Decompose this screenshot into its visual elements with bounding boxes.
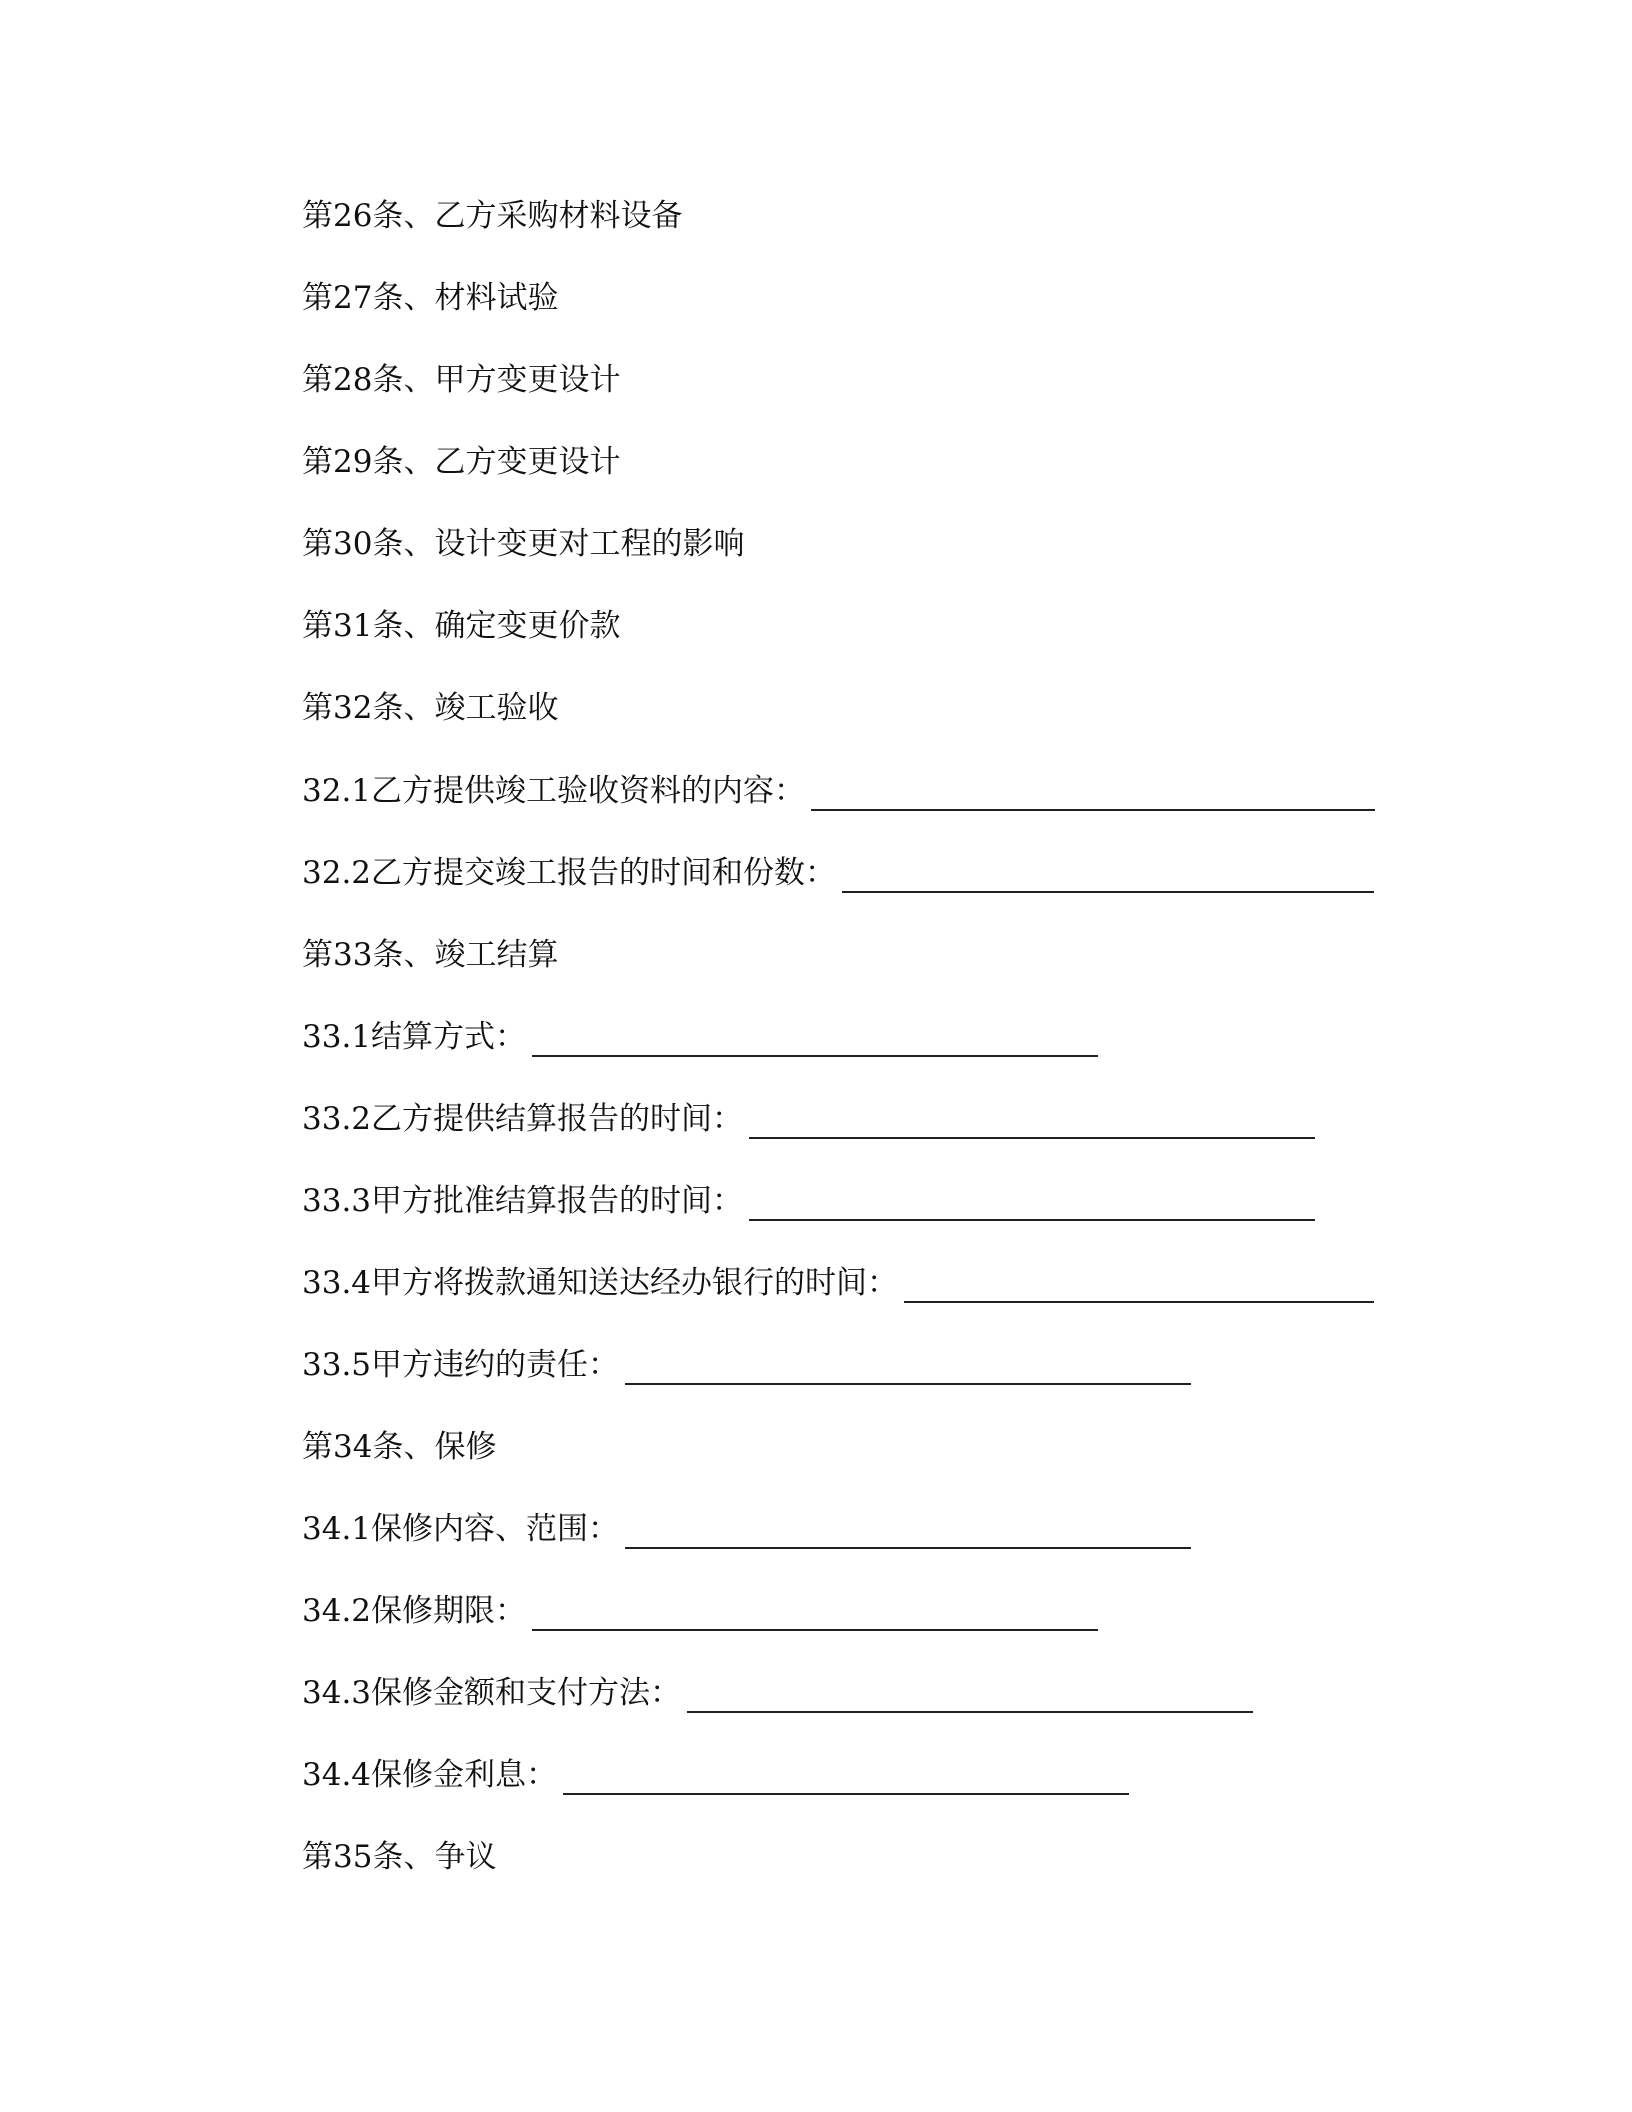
item-label: 34.4保修金利息： xyxy=(302,1757,558,1793)
item-33-4 xyxy=(302,1255,1374,1303)
item-34-4 xyxy=(302,1747,1129,1795)
fill-in-blank[interactable] xyxy=(749,1103,1315,1139)
fill-in-blank[interactable] xyxy=(532,1595,1098,1631)
clause-text: 第35条、争议 xyxy=(302,1839,497,1875)
clause-text: 第34条、保修 xyxy=(302,1429,497,1465)
item-33-3 xyxy=(302,1173,1315,1221)
item-34-1 xyxy=(302,1501,1191,1549)
clause-33-heading xyxy=(302,927,558,975)
fill-in-blank[interactable] xyxy=(625,1513,1191,1549)
clause-text: 第28条、甲方变更设计 xyxy=(302,362,621,398)
clause-30-heading xyxy=(302,516,744,564)
fill-in-blank[interactable] xyxy=(687,1677,1253,1713)
item-label: 33.5甲方违约的责任： xyxy=(302,1347,620,1383)
fill-in-blank[interactable] xyxy=(532,1021,1098,1057)
item-32-2 xyxy=(302,845,1374,893)
item-label: 33.1结算方式： xyxy=(302,1019,527,1055)
clause-text: 第33条、竣工结算 xyxy=(302,937,559,973)
item-32-1 xyxy=(302,763,1375,811)
item-label: 34.1保修内容、范围： xyxy=(302,1511,620,1547)
clause-text: 第29条、乙方变更设计 xyxy=(302,444,621,480)
fill-in-blank[interactable] xyxy=(749,1185,1315,1221)
item-label: 33.3甲方批准结算报告的时间： xyxy=(302,1183,744,1219)
clause-27-heading xyxy=(302,270,558,318)
item-33-1 xyxy=(302,1009,1098,1057)
item-label: 34.3保修金额和支付方法： xyxy=(302,1675,682,1711)
item-label: 33.2乙方提供结算报告的时间： xyxy=(302,1101,744,1137)
clause-35-heading xyxy=(302,1829,496,1877)
fill-in-blank[interactable] xyxy=(842,857,1374,893)
item-33-2 xyxy=(302,1091,1315,1139)
fill-in-blank[interactable] xyxy=(563,1759,1129,1795)
item-label: 34.2保修期限： xyxy=(302,1593,527,1629)
clause-29-heading xyxy=(302,434,620,482)
item-label: 32.2乙方提交竣工报告的时间和份数： xyxy=(302,855,837,891)
clause-34-heading xyxy=(302,1419,496,1467)
clause-26-heading xyxy=(302,188,682,236)
clause-text: 第32条、竣工验收 xyxy=(302,690,559,726)
item-34-3 xyxy=(302,1665,1253,1713)
fill-in-blank[interactable] xyxy=(904,1267,1374,1303)
clause-text: 第27条、材料试验 xyxy=(302,280,559,316)
fill-in-blank[interactable] xyxy=(811,775,1375,811)
clause-28-heading xyxy=(302,352,620,400)
clause-text: 第31条、确定变更价款 xyxy=(302,608,621,644)
clause-text: 第30条、设计变更对工程的影响 xyxy=(302,526,745,562)
item-label: 33.4甲方将拨款通知送达经办银行的时间： xyxy=(302,1265,899,1301)
clause-32-heading xyxy=(302,680,558,728)
item-label: 32.1乙方提供竣工验收资料的内容： xyxy=(302,773,806,809)
clause-31-heading xyxy=(302,598,620,646)
clause-text: 第26条、乙方采购材料设备 xyxy=(302,198,683,234)
fill-in-blank[interactable] xyxy=(625,1349,1191,1385)
item-34-2 xyxy=(302,1583,1098,1631)
item-33-5 xyxy=(302,1337,1191,1385)
